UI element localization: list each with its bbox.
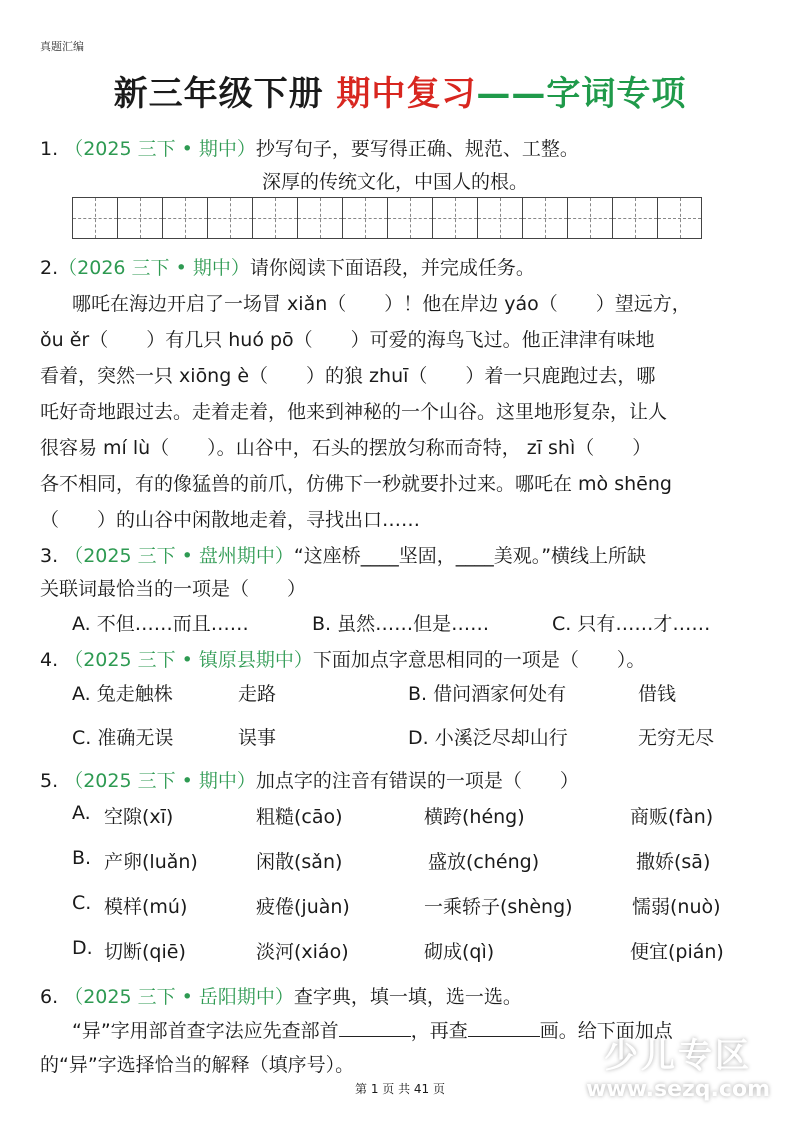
- grid-cell[interactable]: [342, 197, 387, 239]
- q5-row-label[interactable]: C.: [72, 892, 92, 914]
- grid-cell[interactable]: [657, 197, 702, 239]
- q3-option-b[interactable]: B. 虽然……但是……: [312, 613, 490, 635]
- q4-option-a-pair: 走路: [238, 683, 277, 705]
- stroke-count-blank[interactable]: [468, 1036, 540, 1037]
- watermark-url: www.sezq.com: [586, 1077, 770, 1102]
- q2-prompt: 请你阅读下面语段，并完成任务。: [249, 257, 535, 279]
- q6-line1a: “异”字用部首查字法应先查部首: [72, 1020, 339, 1042]
- q5-row-label[interactable]: A.: [72, 802, 91, 824]
- grid-cell[interactable]: [567, 197, 612, 239]
- q4-option-b-pair: 借钱: [638, 683, 677, 705]
- q2-passage-line: 吒好奇地跟过去。走着走着，他来到神秘的一个山谷。这里地形复杂，让人: [40, 401, 668, 423]
- q6-prompt: 查字典，填一填，选一选。: [293, 986, 522, 1008]
- q3-line: [40, 541, 646, 568]
- q3-prompt: “这座桥____坚固，____美观。”横线上所缺: [293, 545, 647, 567]
- corner-header: 真题汇编: [40, 40, 84, 53]
- q4-option-d[interactable]: D. 小溪泛尽却山行: [408, 727, 568, 749]
- writing-grid[interactable]: [72, 197, 702, 239]
- grid-cell[interactable]: [117, 197, 162, 239]
- q6-line2: 的“异”字选择恰当的解释（填序号）。: [40, 1054, 355, 1076]
- title-part3: ——字词专项: [476, 74, 687, 114]
- q2-passage-line: 各不相同，有的像猛兽的前爪，仿佛下一秒就要扑过来。哪吒在 mò shēng: [40, 473, 672, 495]
- q5-item: 粗糙(cāo): [256, 806, 343, 828]
- grid-cell[interactable]: [477, 197, 522, 239]
- q4-line: [40, 645, 645, 672]
- q5-item: 淡河(xiáo): [256, 941, 349, 963]
- watermark-logo: [586, 1028, 770, 1102]
- q6-line1b: ，再查: [410, 1020, 468, 1042]
- q5-item: 空隙(xī): [104, 806, 174, 828]
- q5-item: 模样(mú): [104, 896, 188, 918]
- radical-blank[interactable]: [339, 1036, 411, 1037]
- q5-item: 产卵(luǎn): [104, 851, 198, 873]
- q1-line: [40, 134, 579, 161]
- q4-tag: （2025 三下 • 镇原县期中）: [64, 649, 313, 671]
- grid-cell[interactable]: [162, 197, 207, 239]
- q2-passage-line: 看着，突然一只 xiōng è（ ）的狼 zhuī（ ）着一只鹿跑过去，哪: [40, 365, 656, 387]
- q5-row-label[interactable]: D.: [72, 937, 93, 959]
- watermark-brand: 少儿专区: [604, 1036, 753, 1076]
- q2-passage-line: 很容易 mí lù（ ）。山谷中，石头的摆放匀称而奇特， zī shì（ ）: [40, 437, 652, 459]
- q5-item: 切断(qiē): [104, 941, 186, 963]
- q5-line: [40, 766, 579, 793]
- q3-num: 3.: [40, 545, 59, 567]
- grid-cell[interactable]: [432, 197, 477, 239]
- grid-cell[interactable]: [387, 197, 432, 239]
- q1-prompt: 抄写句子，要写得正确、规范、工整。: [255, 138, 579, 160]
- page-title: [0, 66, 800, 115]
- q6-line: [40, 982, 522, 1009]
- q5-item: 横跨(héng): [424, 806, 525, 828]
- q5-item: 撒娇(sā): [636, 851, 711, 873]
- q5-row-label[interactable]: B.: [72, 847, 92, 869]
- q4-option-a[interactable]: A. 兔走触株: [72, 683, 173, 705]
- q5-item: 砌成(qì): [424, 941, 495, 963]
- q5-num: 5.: [40, 770, 59, 792]
- q4-option-d-pair: 无穷无尽: [638, 727, 715, 749]
- grid-cell[interactable]: [522, 197, 567, 239]
- q1-num: 1.: [40, 138, 59, 160]
- q4-prompt: 下面加点字意思相同的一项是（ ）。: [312, 649, 646, 671]
- q6-line1: [72, 1016, 673, 1043]
- grid-cell[interactable]: [252, 197, 297, 239]
- q5-prompt: 加点字的注音有错误的一项是（ ）: [255, 770, 579, 792]
- q5-tag: （2025 三下 • 期中）: [64, 770, 256, 792]
- q1-sentence: 深厚的传统文化，中国人的根。: [262, 171, 529, 193]
- q2-passage-line: 哪吒在海边开启了一场冒 xiǎn（ ）！他在岸边 yáo（ ）望远方，: [72, 293, 691, 315]
- q1-tag: （2025 三下 • 期中）: [64, 138, 256, 160]
- q5-item: 闲散(sǎn): [256, 851, 343, 873]
- grid-cell[interactable]: [207, 197, 252, 239]
- grid-cell[interactable]: [297, 197, 342, 239]
- title-part2: 期中复习: [336, 74, 477, 114]
- title-part1: 新三年级下册: [113, 74, 337, 114]
- q4-option-c-pair: 误事: [238, 727, 277, 749]
- q5-item: 便宜(pián): [630, 941, 724, 963]
- q4-num: 4.: [40, 649, 59, 671]
- grid-cell[interactable]: [612, 197, 657, 239]
- q3-option-a[interactable]: A. 不但……而且……: [72, 613, 249, 635]
- q2-passage-line: ǒu ěr（ ）有几只 huó pō（ ）可爱的海鸟飞过。他正津津有味地: [40, 329, 655, 351]
- q5-item: 疲倦(juàn): [256, 896, 350, 918]
- q5-item: 商贩(fàn): [630, 806, 714, 828]
- q2-num: 2.: [40, 257, 59, 279]
- q6-tag: （2025 三下 • 岳阳期中）: [64, 986, 294, 1008]
- q5-item: 盛放(chéng): [428, 851, 540, 873]
- q2-tag: （2026 三下 • 期中）: [58, 257, 250, 279]
- q5-item: 懦弱(nuò): [632, 896, 721, 918]
- q3-prompt2: 关联词最恰当的一项是（ ）: [40, 578, 307, 600]
- page-footer: 第 1 页 共 41 页: [355, 1082, 445, 1096]
- q4-option-b[interactable]: B. 借问酒家何处有: [408, 683, 567, 705]
- q6-line1c: 画。给下面加点: [539, 1020, 673, 1042]
- q3-option-c[interactable]: C. 只有……才……: [552, 613, 711, 635]
- q5-item: 一乘轿子(shèng): [424, 896, 573, 918]
- q3-tag: （2025 三下 • 盘州期中）: [64, 545, 294, 567]
- q2-line: [40, 253, 535, 280]
- q6-num: 6.: [40, 986, 59, 1008]
- q2-passage-line: （ ）的山谷中闲散地走着，寻找出口……: [40, 509, 421, 531]
- grid-cell[interactable]: [72, 197, 117, 239]
- q4-option-c[interactable]: C. 准确无误: [72, 727, 174, 749]
